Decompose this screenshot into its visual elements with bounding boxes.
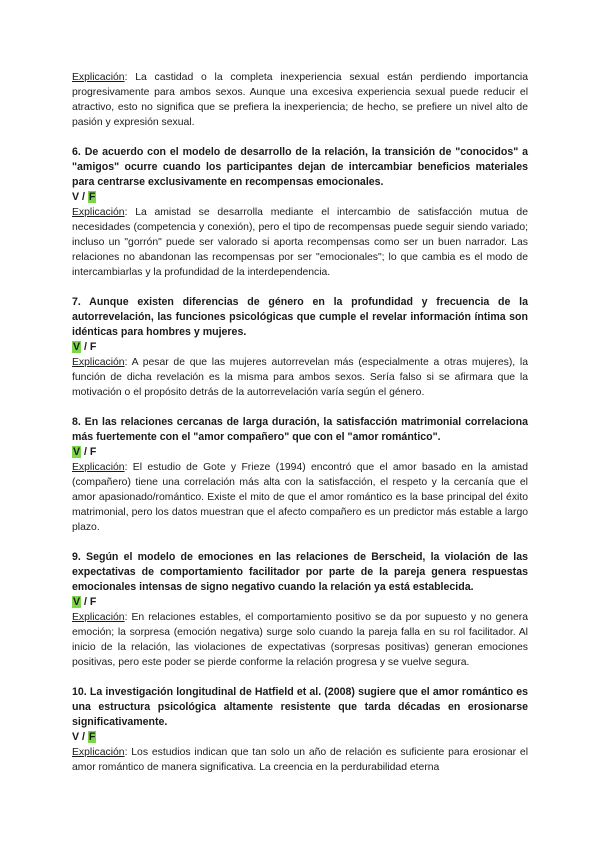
explanation-text: : A pesar de que las mujeres autorrevelan más (especialmente a otras mujeres), la función de dicha revelación es la misma para ambos sexos. Sería falso si se afirmara que la motivación o el propósito detrás de la autorrevelación varía según el género. xyxy=(72,357,528,398)
question-statement: 7. Aunque existen diferencias de género en la profundidad y frecuencia de la autorrevelación, las funciones psicológicas que cumple el revelar información íntima son idénticas para hombres y mujeres. xyxy=(72,296,528,338)
explanation-text: : Los estudios indican que tan solo un año de relación es suficiente para erosionar el amor romántico de manera significativa. La creencia en la perdurabilidad eterna xyxy=(72,747,528,773)
option-true-selected: V xyxy=(73,341,81,353)
question-6 xyxy=(72,145,528,280)
explanation-paragraph xyxy=(72,610,528,670)
option-false: F xyxy=(89,596,97,608)
explanation-text: : La castidad o la completa inexperiencia sexual están perdiendo importancia progresivamente para ambos sexos. Aunque una excesiva experiencia sexual puede reducir el atractivo, esto no significa que se prefiera la inexperiencia; de hecho, se prefiere un nivel alto de pasión y expresión sexual. xyxy=(72,72,528,128)
separator: / xyxy=(81,596,90,608)
explanation-label: Explicación xyxy=(72,747,125,758)
question-10 xyxy=(72,685,528,775)
explanation-text: : La amistad se desarrolla mediante el intercambio de satisfacción mutua de necesidades (competencia y conexión), pero el tipo de recompensas puede seguir siendo variado; incluso un "gorrón" puede ser valorado si aporta recompensas como ser un buen narrador. Las relaciones no abandonan las recompensas por ser "emocionales"; lo que cambia es el modo de intercambiarlas y la profundidad de la interdependencia. xyxy=(72,207,528,278)
explanation-label: Explicación xyxy=(72,207,125,218)
intro-explanation xyxy=(72,70,528,130)
separator: / xyxy=(79,191,88,203)
explanation-paragraph xyxy=(72,355,528,400)
question-8 xyxy=(72,415,528,535)
option-true-selected: V xyxy=(73,596,81,608)
explanation-label: Explicación xyxy=(72,462,125,473)
explanation-label: Explicación xyxy=(72,72,125,83)
explanation-label: Explicación xyxy=(72,612,125,623)
explanation-paragraph xyxy=(72,460,528,535)
separator: / xyxy=(79,731,88,743)
question-statement: 10. La investigación longitudinal de Hatfield et al. (2008) sugiere que el amor romántico es una estructura psicológica altamente resistente que tarda décadas en erosionarse significativamente. xyxy=(72,686,528,728)
true-false-answer xyxy=(72,445,528,460)
option-false: F xyxy=(89,341,97,353)
question-7 xyxy=(72,295,528,400)
true-false-answer xyxy=(72,190,528,205)
explanation-text: : El estudio de Gote y Frieze (1994) encontró que el amor basado en la amistad (compañero) tiene una correlación más alta con la satisfacción, el respeto y la cercanía que el amor apasionado/romántico. Existe el mito de que el amor romántico es la base principal del éxito matrimonial, pero los datos muestran que el afecto compañero es un predictor más estable a largo plazo. xyxy=(72,462,528,533)
question-statement: 9. Según el modelo de emociones en las relaciones de Berscheid, la violación de las expectativas de comportamiento facilitador por parte de la pareja genera respuestas emocionales intensas de signo negativo cuando la relación ya está establecida. xyxy=(72,551,528,593)
explanation-paragraph xyxy=(72,70,528,130)
option-true: V xyxy=(72,731,80,743)
explanation-paragraph xyxy=(72,745,528,775)
separator: / xyxy=(81,446,90,458)
question-statement: 8. En las relaciones cercanas de larga duración, la satisfacción matrimonial correlaciona más fuertemente con el "amor compañero" que con el "amor romántico". xyxy=(72,416,528,443)
true-false-answer xyxy=(72,340,528,355)
explanation-label: Explicación xyxy=(72,357,125,368)
option-false-selected: F xyxy=(88,731,96,743)
true-false-answer xyxy=(72,595,528,610)
option-true: V xyxy=(72,191,80,203)
question-statement: 6. De acuerdo con el modelo de desarrollo de la relación, la transición de "conocidos" a "amigos" ocurre cuando los participantes dejan de intercambiar beneficios materiales para centrarse exclusivamente en recompensas emocionales. xyxy=(72,146,528,188)
option-false-selected: F xyxy=(88,191,96,203)
explanation-paragraph xyxy=(72,205,528,280)
question-9 xyxy=(72,550,528,670)
true-false-answer xyxy=(72,730,528,745)
explanation-text: : En relaciones estables, el comportamiento positivo se da por supuesto y no genera emoción; la sorpresa (emoción negativa) surge solo cuando la pareja falla en su rol facilitador. Al inicio de la relación, las violaciones de expectativas (sorpresas positivas) generan emociones positivas, pero este poder se pierde conforme la relación progresa y se vuelve segura. xyxy=(72,612,528,668)
option-true-selected: V xyxy=(73,446,81,458)
option-false: F xyxy=(89,446,97,458)
separator: / xyxy=(81,341,90,353)
